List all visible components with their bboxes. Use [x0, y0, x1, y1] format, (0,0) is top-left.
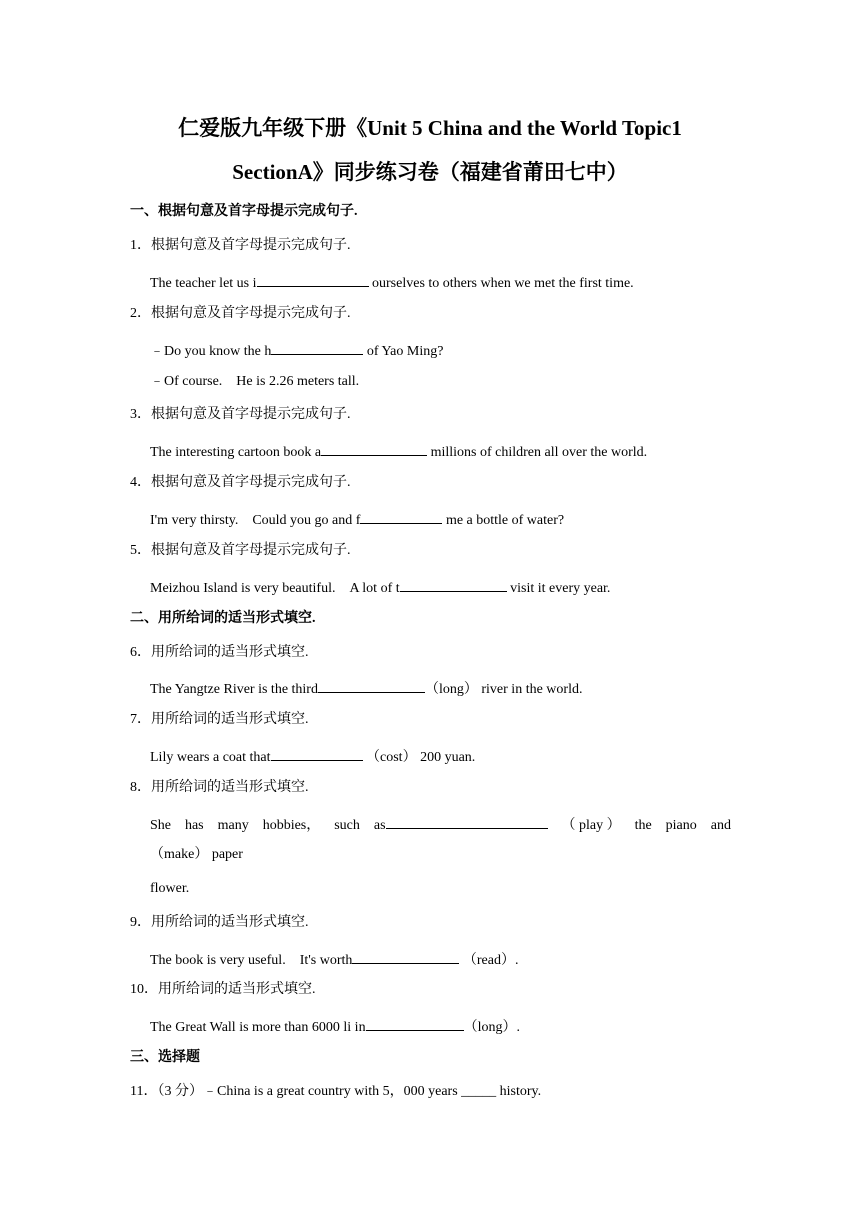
instruction-text: 用所给词的适当形式填空.	[151, 645, 309, 660]
question-2-reply: ﹣Of course. He is 2.26 meters tall.	[150, 374, 360, 389]
blank-group	[374, 815, 548, 833]
question-5-instruction	[130, 544, 351, 558]
question-number: 10．	[130, 982, 158, 997]
sentence-before-blank: ﹣Do you know the h	[150, 344, 272, 359]
instruction-text: 用所给词的适当形式填空.	[151, 780, 309, 795]
question-9-instruction	[130, 916, 309, 930]
sentence-after-blank: （long） river in the world.	[424, 682, 583, 697]
instruction-text: 用所给词的适当形式填空.	[151, 712, 309, 727]
question-7-sentence	[150, 747, 475, 765]
question-number: 1．	[130, 238, 151, 253]
answer-blank[interactable]	[257, 273, 369, 287]
instruction-text: 根据句意及首字母提示完成句子.	[151, 306, 351, 321]
sentence-before-blank: The Great Wall is more than 6000 li in	[150, 1020, 366, 1035]
question-1-instruction	[130, 239, 351, 253]
sentence-after-blank: visit it every year.	[506, 581, 611, 596]
question-4-sentence	[150, 510, 564, 528]
answer-blank[interactable]	[321, 442, 427, 456]
question-8-continuation: （make） paper	[150, 847, 243, 862]
word: such	[334, 818, 360, 833]
question-9-sentence	[150, 950, 518, 968]
sentence-after-blank: of Yao Ming?	[363, 344, 444, 359]
sentence-after-blank: me a bottle of water?	[442, 513, 565, 528]
question-1-sentence	[150, 273, 634, 291]
instruction-text: 用所给词的适当形式填空.	[158, 982, 316, 997]
word: and	[710, 818, 731, 833]
sentence-before-blank: Lily wears a coat that	[150, 750, 271, 765]
question-number: 4．	[130, 475, 151, 490]
answer-blank[interactable]	[271, 747, 363, 761]
question-6-sentence	[150, 679, 582, 697]
sentence-before-blank: Meizhou Island is very beautiful. A lot of t	[150, 581, 400, 596]
section-heading-1: 一、根据句意及首字母提示完成句子.	[130, 204, 358, 219]
question-7-instruction	[130, 713, 309, 727]
question-text: （3 分）﹣China is a great country with 5，000 years _____ history.	[157, 1084, 542, 1099]
sentence-before-blank: The teacher let us i	[150, 276, 257, 291]
question-number: 11．	[130, 1084, 158, 1099]
question-number: 5．	[130, 543, 151, 558]
sentence-before-blank: I'm very thirsty. Could you go and f	[150, 513, 361, 528]
word: She	[150, 818, 171, 833]
word: many	[217, 818, 249, 833]
word: has	[184, 818, 204, 833]
section-heading-3: 三、选择题	[130, 1050, 200, 1065]
sentence-before-blank: The interesting cartoon book a	[150, 445, 322, 460]
question-4-instruction	[130, 476, 351, 490]
sentence-before-blank: The book is very useful. It's worth	[150, 953, 353, 968]
answer-blank[interactable]	[271, 341, 363, 355]
sentence-after-blank: （long）.	[463, 1020, 520, 1035]
answer-blank[interactable]	[366, 1017, 464, 1031]
section-heading-2: 二、用所给词的适当形式填空.	[130, 611, 316, 626]
question-5-sentence	[150, 578, 610, 596]
word: piano	[665, 818, 697, 833]
question-number: 7．	[130, 712, 151, 727]
question-2-sentence	[150, 341, 443, 359]
instruction-text: 根据句意及首字母提示完成句子.	[151, 238, 351, 253]
answer-blank[interactable]	[400, 578, 507, 592]
page-title-line-2: SectionA》同步练习卷（福建省莆田七中）	[232, 160, 628, 184]
instruction-text: 根据句意及首字母提示完成句子.	[151, 543, 351, 558]
answer-blank[interactable]	[352, 950, 459, 964]
question-number: 9．	[130, 915, 151, 930]
sentence-after-blank: （cost） 200 yuan.	[362, 750, 476, 765]
sentence-after-blank: millions of children all over the world.	[427, 445, 648, 460]
answer-blank[interactable]	[386, 815, 548, 829]
question-11	[130, 1085, 541, 1099]
sentence-after-blank: ourselves to others when we met the first time.	[368, 276, 634, 291]
question-2-instruction	[130, 307, 351, 321]
question-10-sentence	[150, 1017, 520, 1035]
answer-blank[interactable]	[360, 510, 442, 524]
instruction-text: 用所给词的适当形式填空.	[151, 915, 309, 930]
question-3-instruction	[130, 408, 351, 422]
sentence-after-blank: （read）.	[459, 953, 519, 968]
question-number: 6．	[130, 645, 151, 660]
instruction-text: 根据句意及首字母提示完成句子.	[151, 407, 351, 422]
question-number: 2．	[130, 306, 151, 321]
sentence-before-blank: The Yangtze River is the third	[150, 682, 318, 697]
question-number: 8．	[130, 780, 151, 795]
word: the	[634, 818, 652, 833]
word: as	[373, 818, 386, 833]
question-3-sentence	[150, 442, 647, 460]
question-number: 3．	[130, 407, 151, 422]
page-title-line-1: 仁爱版九年级下册《Unit 5 China and the World Topic1	[178, 116, 682, 140]
word: （ play ）	[561, 818, 621, 833]
question-10-instruction	[130, 983, 316, 997]
question-8-sentence	[150, 815, 731, 833]
question-8-ending: flower.	[150, 881, 190, 896]
word: hobbies，	[262, 818, 321, 833]
instruction-text: 根据句意及首字母提示完成句子.	[151, 475, 351, 490]
answer-blank[interactable]	[318, 679, 425, 693]
question-8-instruction	[130, 781, 309, 795]
question-6-instruction	[130, 646, 309, 660]
